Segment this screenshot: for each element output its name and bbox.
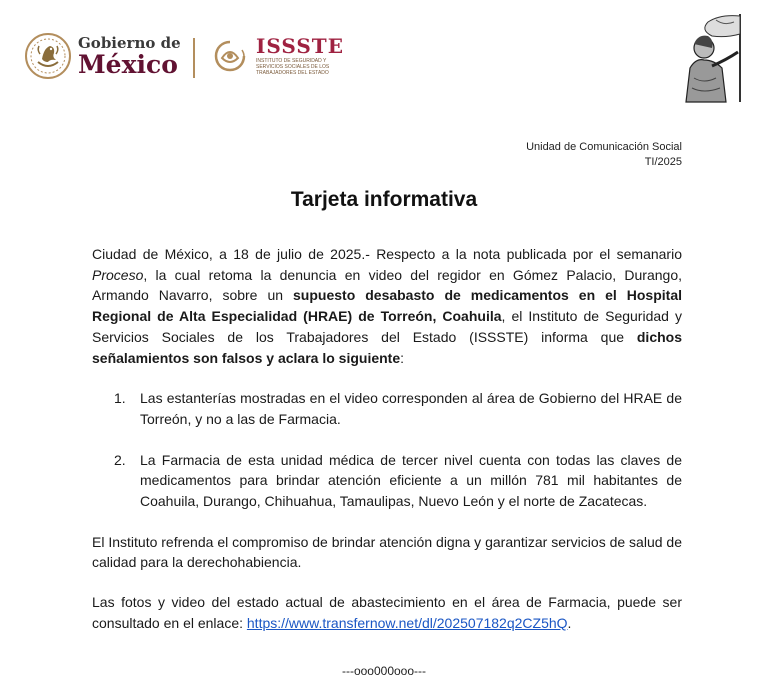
intro-paragraph xyxy=(92,244,682,368)
closing-mark: ---ooo000ooo--- xyxy=(341,664,427,678)
heroine-flag-illustration-icon xyxy=(668,8,752,104)
intro-bold-1: supuesto desabasto de medicamentos en el Hospital Regional de Alta Especialidad (HRAE) de Torreón, Coahuila xyxy=(92,287,682,325)
document-code: TI/2025 xyxy=(644,156,682,168)
intro-text-2: , la cual retoma la denuncia en video del regidor en Gómez Palacio, Durango, Armando Navarro, sobre un xyxy=(92,266,682,304)
intro-italic-proceso: Proceso xyxy=(92,266,144,283)
issste-emblem-icon xyxy=(210,36,250,76)
list-item-text: Las estanterías mostradas en el video corresponden al área de Gobierno del HRAE de Torreón, y no a las de Farmacia. xyxy=(140,390,682,427)
unit-info xyxy=(526,140,682,170)
list-item xyxy=(114,450,682,512)
issste-logo xyxy=(210,36,346,76)
document-body xyxy=(92,244,682,634)
transfernow-link[interactable]: https://www.transfernow.net/dl/202507182q2CZ5hQ xyxy=(246,614,568,631)
header-divider xyxy=(193,38,195,78)
gobierno-label: Gobierno de xyxy=(78,33,181,52)
issste-subtitle: INSTITUTO DE SEGURIDAD Y SERVICIOS SOCIALES DE LOS TRABAJADORES DEL ESTADO xyxy=(256,58,330,76)
mexico-label: México xyxy=(78,49,178,79)
intro-text-4: : xyxy=(400,349,405,366)
link-paragraph-text: Las fotos y video del estado actual de abastecimiento en el área de Farmacia, puede ser consultado en el enlace: xyxy=(92,594,682,631)
issste-name: ISSSTE xyxy=(256,34,344,58)
list-item xyxy=(114,388,682,429)
intro-text-1: Ciudad de México, a 18 de julio de 2025.- Respecto a la nota publicada por el semanario xyxy=(92,246,682,262)
intro-text-3: , el Instituto de Seguridad y Servicios Sociales de los Trabajadores del Estado (ISSSTE) informa que xyxy=(92,308,682,345)
link-paragraph-end: . xyxy=(567,614,572,631)
list-item-number: 2. xyxy=(114,451,126,468)
link-paragraph xyxy=(92,592,682,633)
intro-bold-2: dichos señalamientos son falsos y aclara lo siguiente xyxy=(92,328,682,366)
gobierno-de-mexico-logo xyxy=(24,32,181,80)
list-item-number: 1. xyxy=(114,390,126,407)
unit-name: Unidad de Comunicación Social xyxy=(526,141,682,153)
list-item-text: La Farmacia de esta unidad médica de tercer nivel cuenta con todas las claves de medicamentos para brindar atención eficiente a un millón 781 mil habitantes de Coahuila, Durango, Chihuahua, Tamaulipas, Nuevo León y el norte de Zacatecas. xyxy=(140,451,682,510)
document-title: Tarjeta informativa xyxy=(290,188,478,211)
mexico-coat-of-arms-icon xyxy=(24,32,72,80)
document-header xyxy=(0,0,768,110)
clarification-list xyxy=(92,388,682,512)
commitment-paragraph: El Instituto refrenda el compromiso de brindar atención digna y garantizar servicios de salud de calidad para la derechohabiencia. xyxy=(92,533,682,571)
